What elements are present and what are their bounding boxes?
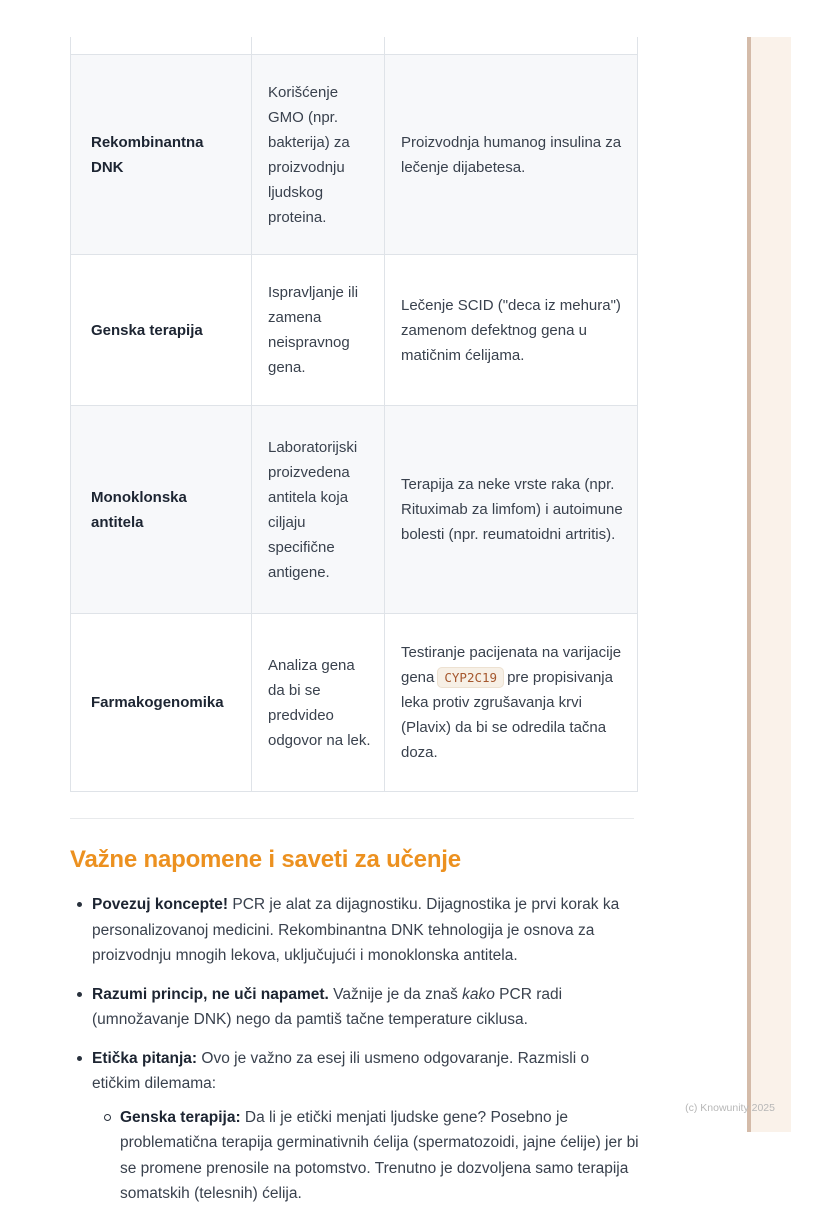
biotech-applications-table [70,37,638,792]
list-item-lead: Povezuj koncepte! [92,896,229,913]
list-item [70,892,640,969]
table-cell [71,37,252,55]
bullet-icon [77,1056,82,1061]
list-item-body: PCR radi (umnožavanje DNK) nego da pamtiš tačne temperature ciklusa. [92,985,563,1028]
table-row-partial [71,37,638,55]
table-cell-term [71,255,252,406]
table-cell-example [385,406,638,614]
sub-list-item-lead: Genska terapija: [120,1108,241,1126]
table-cell-example [385,255,638,406]
sub-list-item-body: Da li je etički menjati ljudske gene? Posebno je problematična terapija germinativnih ćelija (spermatozoidi, jajne ćelije) jer bi se promene prenosile na potomstvo. Trenutno je dozvoljena samo terapija somatskih (telesnih) ćelija. [120,1108,639,1202]
study-tips-list [70,892,640,1207]
bullet-icon [77,902,82,907]
term-text: Rekombinantna DNK [91,133,204,176]
list-item-body: Važnije je da znaš [328,985,463,1003]
bullet-icon [77,992,82,997]
page-content [70,0,640,1220]
copyright-text: (c) Knowunity 2025 [685,1102,775,1114]
term-text: Farmakogenomika [91,694,224,711]
description-text: Korišćenje GMO (npr. bakterija) za proizvodnju ljudskog proteina. [268,83,350,226]
page-edge-stripe-line [747,37,751,1132]
gene-code-badge: CYP2C19 [437,667,504,688]
list-item-body: PCR je alat za dijagnostiku. Dijagnostika je prvi korak ka personalizovanoj medicini. Rekombinantna DNK tehnologija je osnova za proizvodnju mnogih lekova, uključujući i monoklonska antitela. [92,896,620,964]
list-item-text [92,986,562,1029]
term-text: Genska terapija [91,321,203,339]
page-edge-stripe [751,37,791,1132]
list-item-lead: Razumi princip, ne uči napamet. [92,985,329,1003]
table-cell [385,37,638,55]
list-item [70,1046,640,1207]
table-cell-term [71,406,252,614]
description-text: Ispravljanje ili zamena neispravnog gena. [268,284,359,376]
table-cell-example [385,55,638,255]
list-item-text [92,896,619,964]
table-cell-example [385,614,638,792]
list-item-lead: Etička pitanja: [92,1049,198,1067]
example-text: Proizvodnja humanog insulina za lečenje dijabetesa. [401,133,622,176]
table-cell-description [252,255,385,406]
table-row [71,614,638,792]
section-heading: Važne napomene i saveti za učenje [70,846,461,873]
list-item [70,982,640,1033]
table-cell-description [252,55,385,255]
circle-bullet-icon [104,1114,111,1121]
list-item-text [92,1050,589,1093]
table-cell-term [71,614,252,792]
sub-list-item-text [120,1109,639,1203]
table-row [71,55,638,255]
table-row [71,406,638,614]
description-text: Laboratorijski proizvedena antitela koja ciljaju specifične antigene. [268,438,358,581]
term-text: Monoklonska antitela [91,488,187,531]
table-cell-term [71,55,252,255]
table-cell [252,37,385,55]
italic-word: kako [462,985,495,1003]
example-text: Lečenje SCID ("deca iz mehura") zamenom defektnog gena u matičnim ćelijama. [401,296,621,364]
example-text: Testiranje pacijenata na varijacije gena [401,644,622,686]
table-cell-description [252,614,385,792]
table-cell-description [252,406,385,614]
sub-list [92,1105,640,1207]
example-text: pre propisivanja leka protiv zgrušavanja krvi (Plavix) da bi se odredila tačna doza. [401,669,613,761]
list-item-body: Ovo je važno za esej ili usmeno odgovaranje. Razmisli o etičkim dilemama: [92,1049,590,1092]
example-text: Terapija za neke vrste raka (npr. Rituximab za limfom) i autoimune bolesti (npr. reumatoidni artritis). [401,476,623,543]
section-divider [70,818,634,819]
description-text: Analiza gena da bi se predvideo odgovor na lek. [268,656,371,749]
table-row [71,255,638,406]
sub-list-item [120,1105,640,1207]
